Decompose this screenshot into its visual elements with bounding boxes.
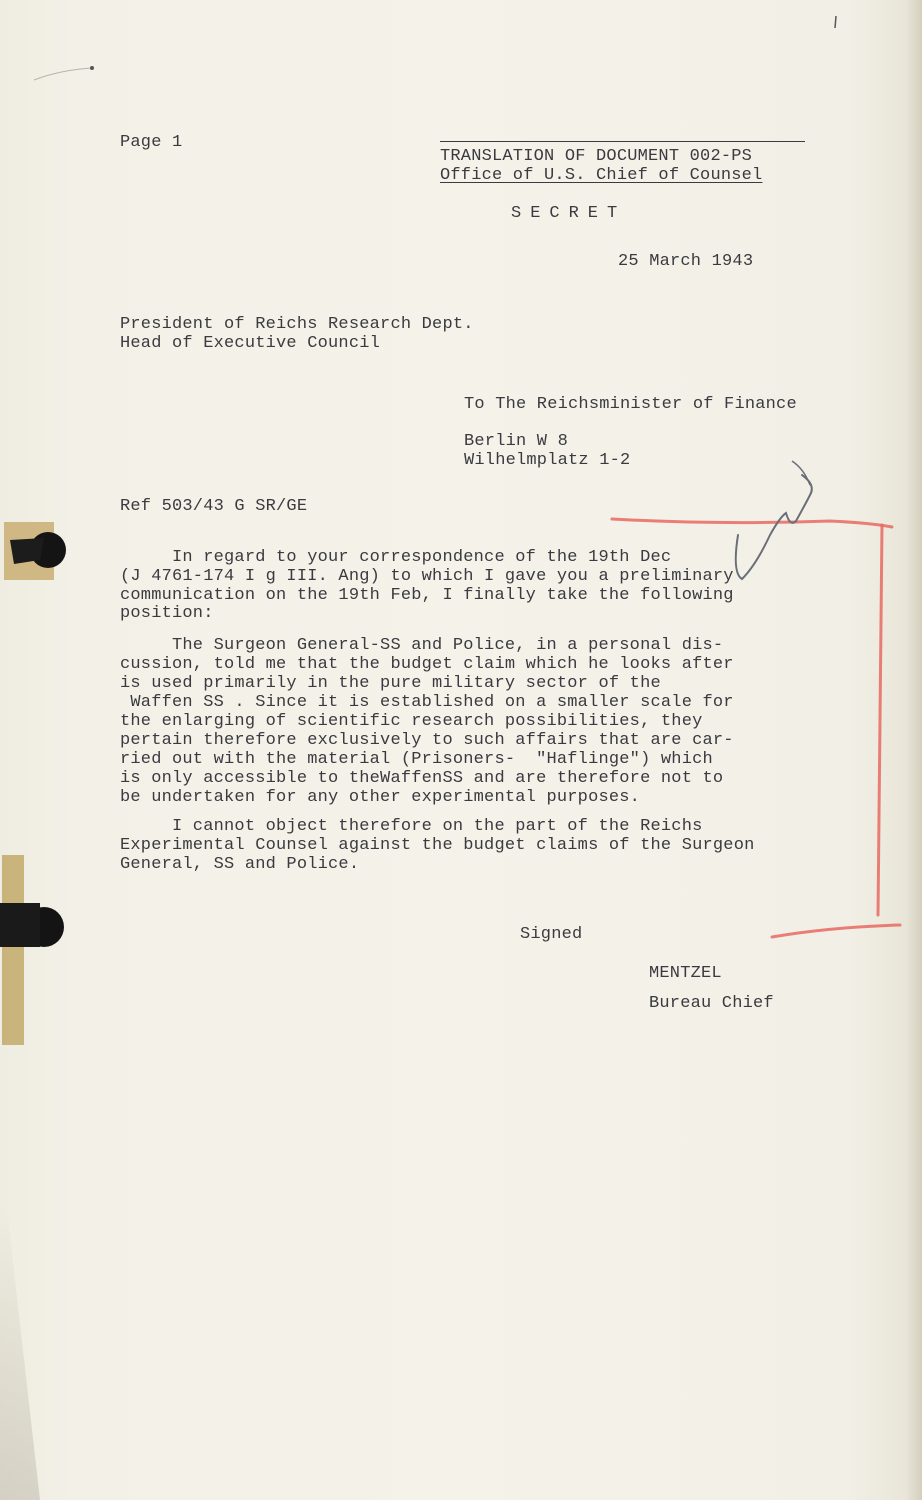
body-line: the enlarging of scientific research possibilities, they — [120, 712, 703, 731]
body-line: cussion, told me that the budget claim which he looks after — [120, 655, 734, 674]
body-line: The Surgeon General-SS and Police, in a personal dis- — [120, 636, 724, 655]
recipient-line-1: To The Reichsminister of Finance — [464, 395, 797, 414]
reference-number: Ref 503/43 G SR/GE — [120, 497, 308, 516]
office-line: Office of U.S. Chief of Counsel — [440, 166, 763, 185]
body-line: I cannot object therefore on the part of the Reichs — [120, 817, 703, 836]
body-line: ried out with the material (Prisoners- "Haflinge") which — [120, 750, 713, 769]
signed-label: Signed — [520, 925, 583, 944]
sender-line-2: Head of Executive Council — [120, 334, 381, 353]
stray-mark-icon — [30, 62, 100, 86]
body-line: pertain therefore exclusively to such affairs that are car- — [120, 731, 734, 750]
body-line: position: — [120, 604, 214, 623]
page-label: Page 1 — [120, 133, 183, 152]
recipient-line-2: Berlin W 8 — [464, 432, 569, 451]
binder-hole-top-icon — [0, 520, 80, 590]
pencil-initials-icon — [730, 455, 830, 595]
body-line: is only accessible to theWaffenSS and are therefore not to — [120, 769, 724, 788]
body-line: be undertaken for any other experimental purposes. — [120, 788, 641, 807]
classification-stamp: SECRET — [511, 204, 627, 223]
sender-line-1: President of Reichs Research Dept. — [120, 315, 474, 334]
body-line: Experimental Counsel against the budget claims of the Surgeon — [120, 836, 755, 855]
body-line: communication on the 19th Feb, I finally take the following — [120, 586, 734, 605]
corner-tick-icon — [830, 14, 842, 32]
binder-hole-bottom-icon — [0, 855, 80, 1055]
body-line: (J 4761-174 I g III. Ang) to which I gave you a preliminary — [120, 567, 734, 586]
body-line: In regard to your correspondence of the 19th Dec — [120, 548, 672, 567]
signatory-title: Bureau Chief — [649, 994, 774, 1013]
translation-title: TRANSLATION OF DOCUMENT 002-PS — [440, 147, 753, 166]
signatory-name: MENTZEL — [649, 964, 722, 983]
body-line: Waffen SS . Since it is established on a smaller scale for — [120, 693, 734, 712]
body-line: is used primarily in the pure military sector of the — [120, 674, 661, 693]
page-edge-shadow-left — [0, 1200, 40, 1500]
document-date: 25 March 1943 — [618, 252, 754, 271]
header-rule — [440, 141, 805, 142]
body-line: General, SS and Police. — [120, 855, 360, 874]
recipient-line-3: Wilhelmplatz 1-2 — [464, 451, 631, 470]
